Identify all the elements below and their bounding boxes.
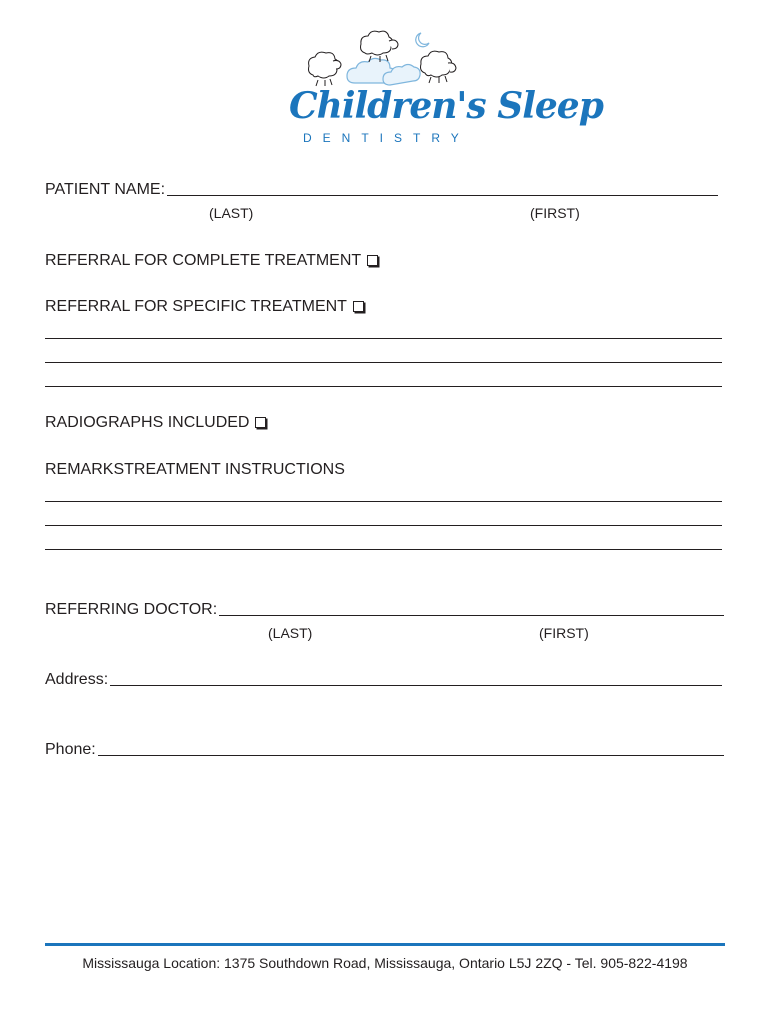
complete-treatment-option bbox=[45, 252, 378, 270]
specific-treatment-line-2[interactable] bbox=[45, 362, 722, 363]
patient-first-caption: (FIRST) bbox=[530, 205, 580, 221]
moon-icon bbox=[416, 33, 429, 47]
address-row bbox=[45, 671, 722, 689]
referring-doctor-label: REFERRING DOCTOR: bbox=[45, 601, 218, 618]
referring-doctor-row bbox=[45, 601, 724, 619]
patient-last-caption: (LAST) bbox=[209, 205, 254, 221]
address-field[interactable] bbox=[110, 685, 722, 686]
radiographs-checkbox[interactable] bbox=[255, 417, 266, 428]
radiographs-label: RADIOGRAPHS INCLUDED bbox=[45, 414, 250, 431]
footer-divider bbox=[45, 943, 725, 946]
logo bbox=[285, 25, 603, 150]
phone-field[interactable] bbox=[98, 755, 724, 756]
specific-treatment-label: REFERRAL FOR SPECIFIC TREATMENT bbox=[45, 298, 347, 315]
specific-treatment-line-3[interactable] bbox=[45, 386, 722, 387]
patient-name-label: PATIENT NAME: bbox=[45, 181, 166, 198]
specific-treatment-line-1[interactable] bbox=[45, 338, 722, 339]
radiographs-option bbox=[45, 414, 266, 432]
remarks-label: REMARKSTREATMENT INSTRUCTIONS bbox=[45, 461, 345, 478]
phone-label: Phone: bbox=[45, 741, 96, 758]
specific-treatment-checkbox[interactable] bbox=[353, 301, 364, 312]
logo-wordmark: Children's Sleep bbox=[289, 85, 603, 127]
remarks-line-2[interactable] bbox=[45, 525, 722, 526]
doctor-last-caption: (LAST) bbox=[268, 625, 313, 641]
logo-subtitle: DENTISTRY bbox=[303, 131, 470, 145]
patient-name-field[interactable] bbox=[167, 195, 718, 196]
doctor-first-caption: (FIRST) bbox=[539, 625, 589, 641]
remarks-line-1[interactable] bbox=[45, 501, 722, 502]
patient-name-row bbox=[45, 181, 718, 199]
complete-treatment-label: REFERRAL FOR COMPLETE TREATMENT bbox=[45, 252, 362, 269]
specific-treatment-option bbox=[45, 298, 364, 316]
complete-treatment-checkbox[interactable] bbox=[367, 255, 378, 266]
referring-doctor-field[interactable] bbox=[219, 615, 724, 616]
phone-row bbox=[45, 741, 724, 759]
address-label: Address: bbox=[45, 671, 109, 688]
remarks-line-3[interactable] bbox=[45, 549, 722, 550]
footer-address: Mississauga Location: 1375 Southdown Road, Mississauga, Ontario L5J 2ZQ - Tel. 905-822-4198 bbox=[82, 955, 688, 971]
